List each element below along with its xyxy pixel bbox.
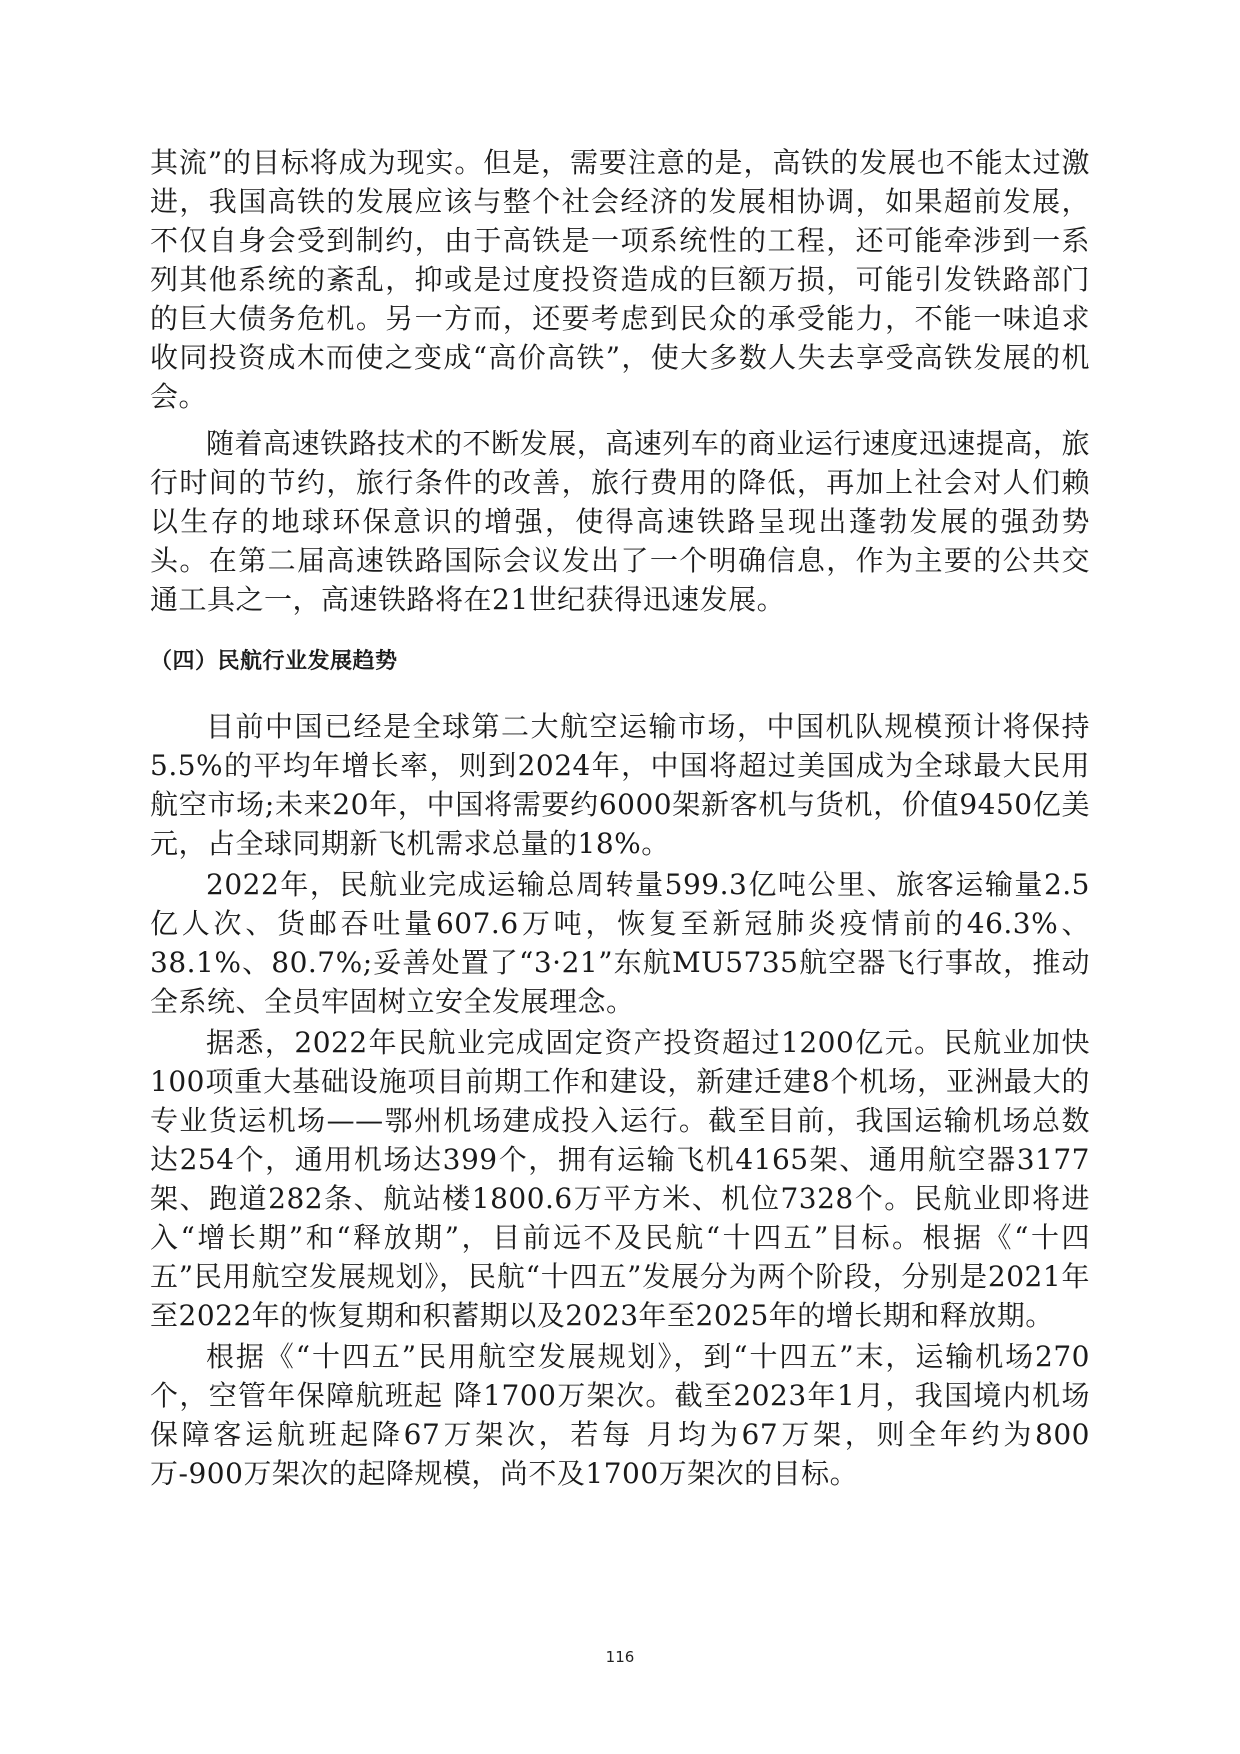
section-heading: （四）民航行业发展趋势 — [150, 649, 398, 674]
paragraph-aviation-market: 目前中国已经是全球第二大航空运输市场，中国机队规模预计将保持5.5%的平均年增长率，则到2024年，中国将超过美国成为全球最大民用航空市场;未来20年，中国将需要约6000架新客机与货机，价值9450亿美元，占全球同期新飞机需求总量的18%。 — [150, 710, 1090, 860]
paragraph-aviation-investment: 据悉，2022年民航业完成固定资产投资超过1200亿元。民航业加快100项重大基础设施项目前期工作和建设，新建迁建8个机场，亚洲最大的专业货运机场——鄂州机场建成投入运行。截至目前，我国运输机场总数达254个，通用机场达399个，拥有运输飞机4165架、通用航空器3177架、跑道282条、航站楼1800.6万平方米、机位7328个。民航业即将进入“增长期”和“释放期”，目前远不及民航“十四五”目标。根据《“十四五”民用航空发展规划》，民航“十四五”发展分为两个阶段，分别是2021年至2022年的恢复期和积蓄期以及2023年至2025年的增长期和释放期。 — [150, 1026, 1090, 1332]
page-number: 116 — [605, 1648, 635, 1666]
document-page — [150, 143, 1090, 1493]
paragraph-high-speed-rail: 随着高速铁路技术的不断发展，高速列车的商业运行速度迅速提高，旅行时间的节约，旅行条件的改善，旅行费用的降低，再加上社会对人们赖以生存的地球环保意识的增强，使得高速铁路呈现出蓬勃发展的强劲势头。在第二届高速铁路国际会议发出了一个明确信息，作为主要的公共交通工具之一，高速铁路将在21世纪获得迅速发展。 — [150, 427, 1090, 616]
paragraph-aviation-2022: 2022年，民航业完成运输总周转量599.3亿吨公里、旅客运输量2.5亿人次、货邮吞吐量607.6万吨，恢复至新冠肺炎疫情前的46.3%、38.1%、80.7%;妥善处置了“3·21”东航MU5735航空器飞行事故，推动全系统、全员牢固树立安全发展理念。 — [150, 868, 1090, 1018]
paragraph-aviation-plan: 根据《“十四五”民用航空发展规划》，到“十四五”末，运输机场270个，空管年保障航班起 降1700万架次。截至2023年1月，我国境内机场保障客运航班起降67万架次，若每 月均为67万架，则全年约为800万-900万架次的起降规模，尚不及1700万架次的目标。 — [150, 1340, 1090, 1490]
paragraph-continuation: 其流”的目标将成为现实。但是，需要注意的是，高铁的发展也不能太过激进，我国高铁的发展应该与整个社会经济的发展相协调，如果超前发展，不仅自身会受到制约，由于高铁是一项系统性的工程，还可能牵涉到一系列其他系统的紊乱，抑或是过度投资造成的巨额万损，可能引发铁路部门的巨大债务危机。另一方而，还要考虑到民众的承受能力，不能一味追求收同投资成木而使之变成“高价高铁”，使大多数人失去享受高铁发展的机会。 — [150, 146, 1090, 413]
